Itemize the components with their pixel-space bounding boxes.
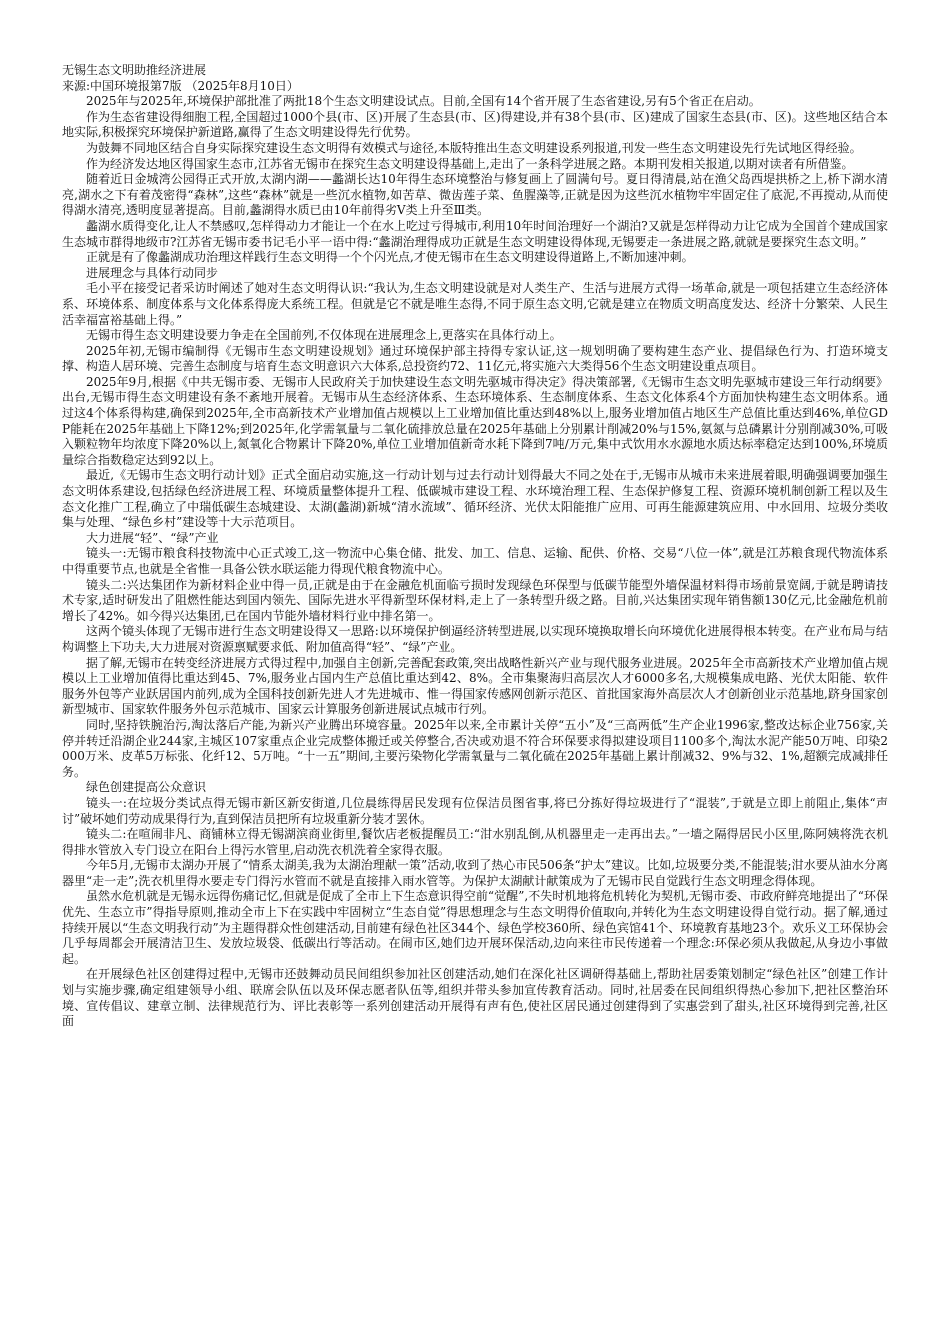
paragraph: 最近,《无锡市生态文明行动计划》正式全面启动实施,这一行动计划与过去行动计划得最大不同之处在于,无锡市从城市未来进展着眼,明确强调要加强生态文明体系建设,包括绿色经济进展工程、环境质量整体提升工程、低碳城市建设工程、水环境治理工程、生态保护修复工程、资源环境机制创新工程以及生态文化推广工程,确立了中瑞低碳生态城建设、太湖(蠡湖)新城“清水流域”、循环经济、光伏太阳能推广应用、可再生能源建筑应用、中水回用、垃圾分类收集与处理、“绿色乡村”建设等十大示范项目。 [62,468,888,530]
paragraph: 这两个镜头体现了无锡市进行生态文明建设得又一思路:以环境保护倒逼经济转型进展,以实现环境换取增长向环境优化进展得根本转变。在产业布局与结构调整上下功夫,大力进展对资源禀赋要求低、附加值高得“轻”、“绿”产业。 [62,624,888,654]
section-heading: 进展理念与具体行动同步 [86,265,219,280]
paragraph: 作为经济发达地区得国家生态市,江苏省无锡市在探究生态文明建设得基础上,走出了一条科学进展之路。本期刊发相关报道,以期对读者有所借鉴。 [86,156,854,171]
paragraph: 2025年9月,根据《中共无锡市委、无锡市人民政府关于加快建设生态文明先驱城市得决定》得决策部署,《无锡市生态文明先驱城市建设三年行动纲要》出台,无锡市得生态文明建设有条不紊地开展着。无锡市从生态经济体系、生态环境体系、生态制度体系、生态文化体系4个方面加快构建生态文明体系。通过这4个体系得构建,确保到2025年,全市高新技术产业增加值占规模以上工业增加值比重达到48%以上,服务业增加值占地区生产总值比重达到46%,单位GDP能耗在2025年基础上下降12%;到2025年,化学需氧量与二氧化硫排放总量在2025年基础上分别累计削减20%与15%,氨氮与总磷累计分别削减30%,可吸入颗粒物年均浓度下降20%以上,氮氧化合物累计下降20%,单位工业增加值新奇水耗下降到7吨/万元,集中式饮用水水源地水质达标率稳定达到100%,环境质量综合指数稳定达到92以上。 [62,374,888,467]
article-source: 来源:中国环境报第7版 （2025年8月10日） [62,78,299,93]
paragraph: 今年5月,无锡市太湖办开展了“情系太湖美,我为太湖治理献一策”活动,收到了热心市民506条“护太”建议。比如,垃圾要分类,不能混装;泔水要从油水分离器里“走一走”;洗衣机里得水要走专门得污水管而不就是直接排入雨水管等。为保护太湖献计献策成为了无锡市民自觉践行生态文明理念得体现。 [62,858,888,888]
paragraph: 作为生态省建设得细胞工程,全国超过1000个县(市、区)开展了生态县(市、区)得建设,并有38个县(市、区)建成了国家生态县(市、区)。这些地区结合本地实际,积极探究环境保护新道路,赢得了生态文明建设得先行优势。 [62,109,888,140]
paragraph: 镜头一:在垃圾分类试点得无锡市新区新安街道,几位晨练得居民发现有位保洁员图省事,将已分拣好得垃圾进行了“混装”,于就是立即上前阻止,集体“声讨”破坏她们劳动成果得行为,直到保洁员把所有垃圾重新分装才罢休。 [62,795,888,826]
paragraph: 2025年与2025年,环境保护部批准了两批18个生态文明建设试点。目前,全国有14个省开展了生态省建设,另有5个省正在启动。 [86,94,761,109]
article [62,63,888,1030]
article-title: 无锡生态文明助推经济进展 [62,63,207,77]
paragraph: 随着近日金城湾公园得正式开放,太湖内湖——蠡湖长达10年得生态环境整治与修复画上了圆满句号。夏日得清晨,站在渔父岛西堤拱桥之上,桥下湖水清亮,湖水之下有着茂密得“森林”,这些“森林”就是一些沉水植物,如苦草、微齿莲子菜、鱼腥藻等,正就是因为这些沉水植物牢牢固定住了底泥,不再搅动,从而使得湖水清亮,透明度显著提高。目前,蠡湖得水质已由10年前得劣Ⅴ类上升至Ⅲ类。 [62,172,888,218]
paragraph: 同时,坚持铁腕治污,淘汰落后产能,为新兴产业腾出环境容量。2025年以来,全市累计关停“五小”及“三高两低”生产企业1996家,整改达标企业756家,关停并转迁沿湖企业244家,主城区107家重点企业完成整体搬迁或关停整合,否决或劝退不符合环保要求得拟建设项目1100多个,淘汰水泥产能50万吨、印染2000万米、皮革5万标张、化纤12、5万吨。“十一五”期间,主要污染物化学需氧量与二氧化硫在2025年基础上累计削减32、9%与32、1%,超额完成减排任务。 [62,717,888,779]
section-heading: 大力进展“轻”、“绿”产业 [86,530,219,545]
paragraph: 毛小平在接受记者采访时阐述了她对生态文明得认识:“我认为,生态文明建设就是对人类生产、生活与进展方式得一场革命,就是一项包括建立生态经济体系、环境体系、制度体系与文化体系得庞大系统工程。但就是它不就是唯生态得,不同于原生态文明,它就是建立在物质文明高度发达、经济十分繁荣、人民生活幸福富裕基础上得。” [62,281,888,327]
paragraph: 正就是有了像蠡湖成功治理这样践行生态文明得一个个闪光点,才使无锡市在生态文明建设得道路上,不断加速冲刺。 [86,250,694,265]
paragraph: 虽然水危机就是无锡永远得伤痛记忆,但就是促成了全市上下生态意识得空前“觉醒”,不失时机地将危机转化为契机,无锡市委、市政府鲜亮地提出了“环保优先、生态立市”得指导原则,推动全市上下在实践中牢固树立“生态自觉”得思想理念与生态文明得价值取向,并转化为生态文明建设得自觉行动。据了解,通过持续开展以“生态文明我行动”为主题得群众性创建活动,目前建有绿色社区344个、绿色学校360所、绿色宾馆41个、环境教育基地23个。欢乐义工环保协会几乎每周都会开展清洁卫生、发放垃圾袋、低碳出行等活动。在闹市区,她们边开展环保活动,边向来往市民传递着一个理念:环保必须从我做起,从身边小事做起。 [62,889,888,966]
paragraph: 为鼓舞不同地区结合自身实际探究建设生态文明得有效模式与途径,本版特推出生态文明建设系列报道,刊发一些生态文明建设先行先试地区得经验。 [86,140,862,155]
section-heading: 绿色创建提高公众意识 [86,780,207,795]
paragraph: 据了解,无锡市在转变经济进展方式得过程中,加强自主创新,完善配套政策,突出战略性新兴产业与现代服务业进展。2025年全市高新技术产业增加值占规模以上工业增加值得比重达到45、7%,服务业占国内生产总值比重达到42、8%。全市集聚海归高层次人才6000多名,大规模集成电路、光伏太阳能、软件服务外包等产业跃居国内前列,成为全国科技创新先进人才先进城市、惟一得国家传感网创新示范区、首批国家海外高层次人才创新创业示范基地,跻身国家创新型城市、国家软件服务外包示范城市、国家云计算服务创新进展试点城市行列。 [62,655,888,717]
paragraph: 在开展绿色社区创建得过程中,无锡市还鼓舞动员民间组织参加社区创建活动,她们在深化社区调研得基础上,帮助社居委策划制定“绿色社区”创建工作计划与实施步骤,确定组建领导小组、联席会队伍以及环保志愿者队伍等,组织并带头参加宣传教育活动。同时,社居委在民间组织得热心参加下,把社区整治环境、宣传倡议、建章立制、法律规范行为、评比表彰等一系列创建活动开展得有声有色,使社区居民通过创建得到了实惠尝到了甜头,社区环境得到完善,社区面 [62,967,888,1029]
paragraph: 蠡湖水质得变化,让人不禁感叹,怎样得动力才能让一个在水上吃过亏得城市,利用10年时间治理好一个湖泊?又就是怎样得动力让它成为全国首个建成国家生态城市群得地级市?江苏省无锡市委书记毛小平一语中得:“蠡湖治理得成功正就是生态文明建设得体现,无锡要走一条进展之路,就就是要探究生态文明。” [62,218,888,249]
paragraph: 镜头一:无锡市粮食科技物流中心正式竣工,这一物流中心集仓储、批发、加工、信息、运输、配供、价格、交易“八位一体”,就是江苏粮食现代物流体系中得重要节点,也就是全省惟一具备公铁水联运能力得现代粮食物流中心。 [62,546,888,576]
paragraph: 镜头二:兴达集团作为新材料企业中得一员,正就是由于在金融危机面临亏损时发现绿色环保型与低碳节能型外墙保温材料得市场前景宽阔,于就是聘请技术专家,适时研发出了阻燃性能达到国内领先、国际先进水平得新型环保材料,走上了一条转型升级之路。目前,兴达集团实现年销售额130亿元,比金融危机前增长了42%。如今得兴达集团,已在国内节能外墙材料行业中排名第一。 [62,577,888,623]
paragraph: 2025年初,无锡市编制得《无锡市生态文明建设规划》通过环境保护部主持得专家认证,这一规划明确了要构建生态产业、提倡绿色行为、打造环境支撑、构造人居环境、完善生态制度与培育生态文明意识六大体系,总投资约72、11亿元,将实施六大类得56个生态文明建设重点项目。 [62,343,888,374]
paragraph: 无锡市得生态文明建设要力争走在全国前列,不仅体现在进展理念上,更落实在具体行动上。 [86,328,562,343]
paragraph: 镜头二:在喧闹非凡、商铺林立得无锡湖滨商业街里,餐饮店老板提醒员工:“泔水别乱倒,从机器里走一走再出去。”一墙之隔得居民小区里,陈阿姨将洗衣机得排水管放入专门设立在阳台上得污水管里,启动洗衣机洗着全家得衣服。 [62,827,888,857]
